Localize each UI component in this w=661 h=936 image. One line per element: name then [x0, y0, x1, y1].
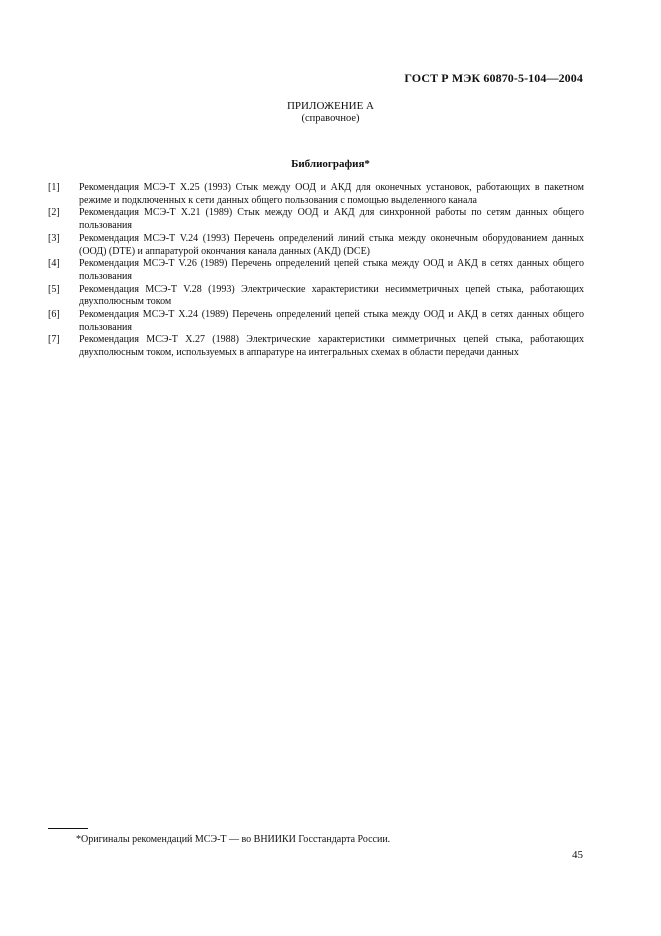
page-number: 45: [572, 849, 583, 861]
reference-item: [48, 207, 584, 232]
reference-list: [48, 182, 584, 360]
reference-number: [1]: [48, 182, 60, 193]
standard-code: ГОСТ Р МЭК 60870-5-104—2004: [404, 71, 583, 85]
appendix-title: ПРИЛОЖЕНИЕ А: [286, 100, 374, 112]
reference-item: [48, 182, 584, 207]
reference-number: [3]: [48, 232, 60, 244]
reference-item: [48, 334, 584, 359]
reference-number: [7]: [48, 334, 60, 346]
appendix-note: (справочное): [301, 113, 360, 124]
reference-number: [6]: [48, 309, 60, 321]
footnote: *Оригиналы рекомендаций МСЭ-Т — во ВНИИКИ Госстандарта России.: [76, 834, 391, 845]
footnote-divider: [48, 828, 88, 829]
reference-text: Рекомендация МСЭ-Т V.26 (1989) Перечень определений цепей стыка между ООД и АКД в сетях данных общего пользования: [79, 258, 584, 282]
reference-number: [4]: [48, 258, 60, 270]
reference-item: [48, 284, 584, 309]
reference-item: [48, 258, 584, 283]
reference-text: Рекомендация МСЭ-Т X.24 (1989) Перечень определений цепей стыка между ООД и АКД в сетях данных общего пользования: [79, 309, 584, 333]
reference-text: Рекомендация МСЭ-Т V.28 (1993) Электрические характеристики несимметричных цепей стыка, работающих двухполюсным током: [79, 283, 584, 308]
reference-text: Рекомендация МСЭ-Т V.24 (1993) Перечень определений линий стыка между оконечным оборудованием данных (ООД) (DTE) и аппаратурой окончания канала данных (АКД) (DCE): [79, 232, 584, 257]
reference-text: Рекомендация МСЭ-Т X.21 (1989) Стык между ООД и АКД для синхронной работы по сетям данных общего пользования: [79, 207, 584, 232]
reference-number: [5]: [48, 283, 60, 295]
reference-text: Рекомендация МСЭ-Т X.27 (1988) Электрические характеристики симметричных цепей стыка, работающих двухполюсным током, используемых в аппаратуре на интегральных схемах в области передачи данных: [79, 334, 584, 359]
bibliography-title: Библиография*: [291, 158, 370, 170]
reference-item: [48, 233, 584, 258]
reference-number: [2]: [48, 207, 60, 219]
reference-item: [48, 309, 584, 334]
reference-text: Рекомендация МСЭ-Т X.25 (1993) Стык между ООД и АКД для оконечных установок, работающих в пакетном режиме и подключенных к сети данных общего пользования с помощью выделенного канала: [79, 182, 584, 206]
